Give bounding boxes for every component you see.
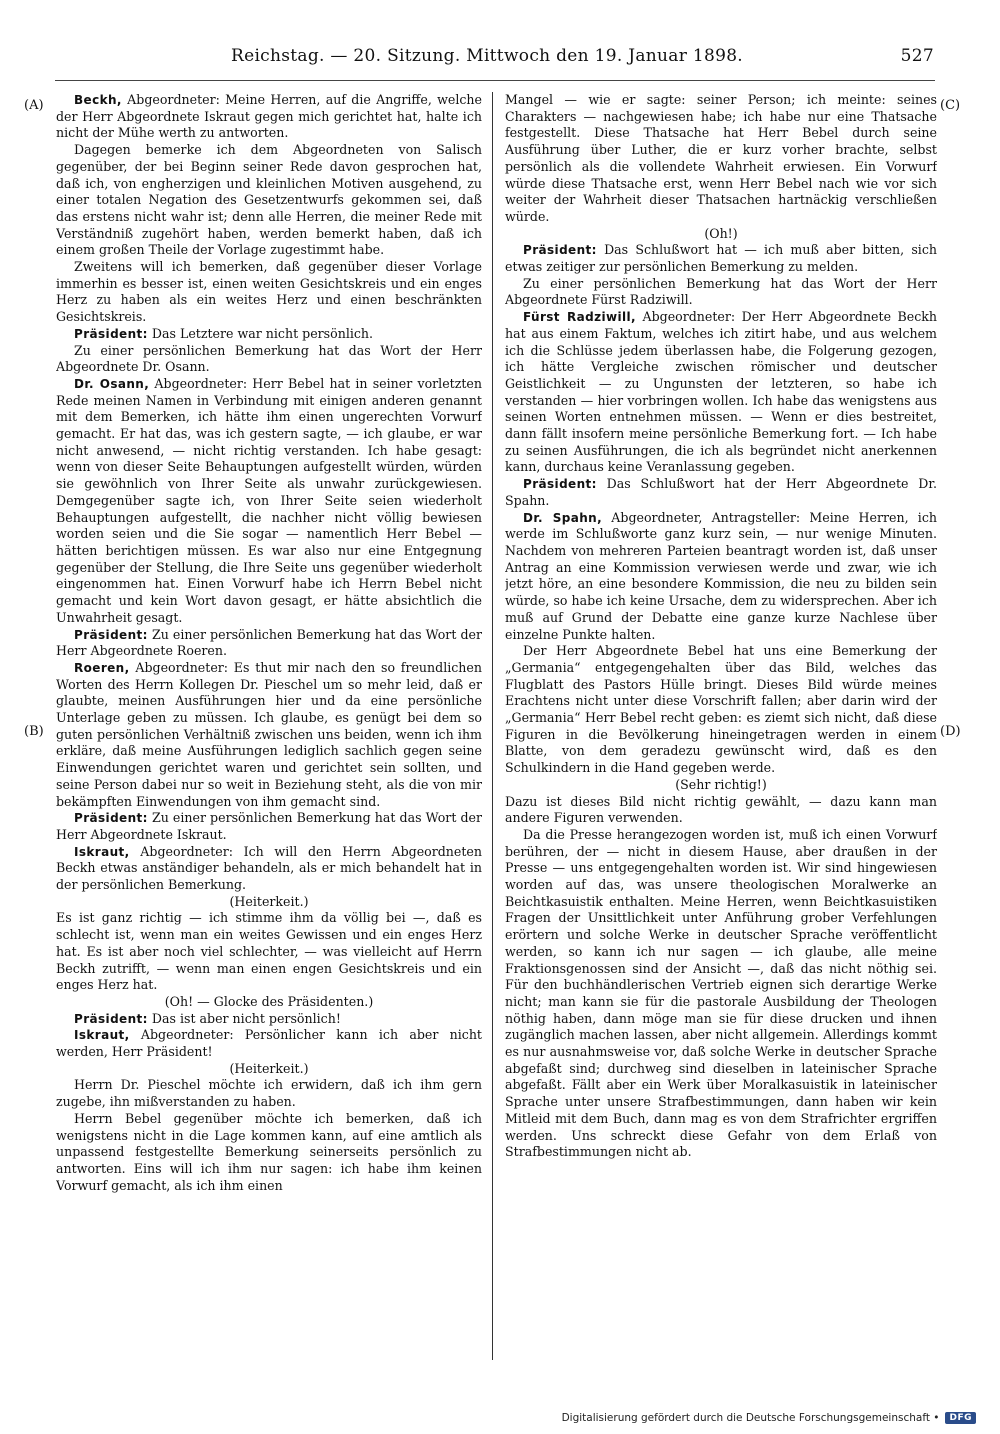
paragraph-text: Abgeordneter: Ich will den Herrn Abgeordneten Beckh etwas anständiger behandeln, als er mich behandelt hat in der persönlichen Bemerkung.: [56, 843, 482, 893]
paragraph-text: Dagegen bemerke ich dem Abgeordneten von Salisch gegenüber, der bei Beginn seiner Rede davon gesprochen hat, daß ich, von engherzigen und kleinlichen Motiven ausgehend, zu einer totalen Negation des Gesetzentwurfs gekommen sei, daß das erstens nicht wahr ist; denn alle Herren, die meiner Rede mit Verständniß zugehört haben, werden bemerkt haben, daß ich einem großen Theile der Vorlage zugestimmt habe.: [56, 142, 482, 258]
page-number: 527: [900, 46, 934, 66]
speaker-name: Präsident:: [74, 811, 148, 826]
paragraph-text: Abgeordneter: Meine Herren, auf die Angriffe, welche der Herr Abgeordnete Iskraut gegen mich gerichtet hat, halte ich nicht der Mühe werth zu antworten.: [56, 92, 482, 141]
paragraph: [56, 142, 482, 259]
paragraph: [56, 660, 482, 810]
paragraph-text: Mangel — wie er sagte: seiner Person; ich meinte: seines Charakters — nachgewiesen habe; ich habe nur eine Thatsache festgestellt. Diese Thatsache hat Herr Bebel durch seine Ausführung über Luther, die er kurz vorher brachte, selbst persönlich als die vollendete Wahrheit erwiesen. Ein Vorwurf würde diese Thatsache erst, wenn Herr Bebel nach wie vor sich weiter der Wahrheit dieser Thatsachen hartnäckig verschließen würde.: [505, 92, 937, 224]
paragraph-text: Zu einer persönlichen Bemerkung hat das Wort der Herr Abgeordnete Fürst Radziwill.: [505, 275, 937, 308]
paragraph: [56, 259, 482, 326]
margin-marker-a: (A): [24, 98, 44, 113]
paragraph: [56, 376, 482, 627]
speaker-name: Präsident:: [74, 326, 148, 341]
speaker-name: Dr. Osann,: [74, 376, 150, 391]
paragraph-text: Zu einer persönlichen Bemerkung hat das Wort der Herr Abgeordnete Dr. Osann.: [56, 342, 482, 375]
paragraph-text: (Heiterkeit.): [229, 893, 309, 909]
paragraph: [505, 643, 937, 777]
speaker-name: Dr. Spahn,: [523, 510, 603, 525]
stage-direction: [56, 994, 482, 1011]
paragraph-text: Abgeordneter: Herr Bebel hat in seiner vorletzten Rede meinen Namen in Verbindung mit einigen anderen genannt mit dem Bemerken, ich hätte ihm einen ungerechten Vorwurf gemacht. Er hat das, was ich gestern sagte, — ich glaube, er war nicht anwesend, — nicht richtig verstanden. Ich habe gesagt: wenn von dieser Seite Behauptungen aufgestellt würden, würden sie gewöhnlich von Ihrer Seite als unwahr zurückgewiesen. Demgegenüber sagte ich, von Ihrer Seite seien wiederholt Behauptungen aufgestellt, die nachher nicht völlig bewiesen worden seien und die Sie sogar — namentlich Herr Bebel — hätten berichtigen müssen. Es war also nur eine Entgegnung gegenüber der Stellung, die Ihre Seite uns gegenüber wiederholt eingenommen hat. Einen Vorwurf habe ich Herrn Bebel nicht gemacht und kein Wort davon gesagt, er hätte absichtlich die Unwahrheit gesagt.: [56, 375, 482, 625]
speaker-name: Präsident:: [523, 243, 597, 258]
paragraph: [56, 92, 482, 142]
paragraph-text: Das Schlußwort hat der Herr Abgeordnete Dr. Spahn.: [505, 476, 937, 508]
paragraph-text: Zu einer persönlichen Bemerkung hat das Wort der Herr Abgeordnete Iskraut.: [56, 810, 482, 842]
paragraph-text: Abgeordneter: Es thut mir nach den so freundlichen Worten des Herrn Kollegen Dr. Pieschel um so mehr leid, daß er glaubte, meinen Ausführungen hier und da eine persönliche Unterlage geben zu müssen. Ich glaube, es genügt bei dem so guten persönlichen Verhältniß zwischen uns beiden, wenn ich ihm erkläre, daß meine Ausführungen lediglich sachlich gegen seine Einwendungen gerichtet waren und gerichtet sein sollten, und seine Person dabei nur so weit in Beziehung steht, als die von mir bekämpften Einwendungen von ihm gemacht sind.: [56, 659, 482, 809]
margin-marker-b: (B): [24, 724, 44, 739]
paragraph-text: Abgeordneter: Persönlicher kann ich aber nicht werden, Herr Präsident!: [56, 1027, 482, 1060]
running-header: [40, 46, 934, 72]
header-title: Reichstag. — 20. Sitzung. Mittwoch den 19. Januar 1898.: [230, 46, 744, 66]
left-column: [56, 92, 482, 1360]
footer: [562, 1412, 976, 1424]
speaker-name: Fürst Radziwill,: [523, 310, 636, 325]
column-divider: [492, 92, 493, 1360]
paragraph-text: Abgeordneter, Antragsteller: Meine Herren, ich werde im Schlußworte ganz kurz sein, — nur wenige Minuten. Nachdem von mehreren Parteien beantragt worden ist, daß unser Antrag an eine Kommission verwiesen werde und zwar, wie ich jetzt höre, an eine besondere Kommission, die neu zu bilden sein würde, so habe ich keine Ursache, dem zu widersprechen. Aber ich muß auf Grund der Debatte eine ganze kurze Nachlese über einzelne Punkte halten.: [505, 509, 937, 642]
dfg-logo-icon: DFG: [945, 1412, 976, 1424]
paragraph-text: Herrn Bebel gegenüber möchte ich bemerken, daß ich wenigstens nicht in die Lage kommen kann, auf eine amtlich als unpassend festgestellte Bemerkung seinerseits persönlich zu antworten. Eins will ich ihm nur sagen: ich habe ihm keinen Vorwurf gemacht, als ich ihm einen: [56, 1110, 482, 1193]
paragraph-text: Das ist aber nicht persönlich!: [147, 1010, 341, 1026]
stage-direction: [505, 777, 937, 794]
paragraph: [56, 1027, 482, 1060]
right-column: [505, 92, 937, 1360]
paragraph: [56, 1111, 482, 1195]
speaker-name: Roeren,: [74, 660, 130, 675]
stage-direction: [56, 894, 482, 911]
margin-marker-c: (C): [940, 98, 961, 113]
paragraph: [505, 510, 937, 644]
paragraph: [505, 309, 937, 476]
paragraph-text: Dazu ist dieses Bild nicht richtig gewählt, — dazu kann man andere Figuren verwenden.: [505, 793, 937, 826]
stage-direction: [505, 226, 937, 243]
paragraph: [56, 627, 482, 660]
paragraph: [56, 1011, 482, 1028]
paragraph-text: Das Schlußwort hat — ich muß aber bitten, sich etwas zeitiger zur persönlichen Bemerkung zu melden.: [505, 242, 937, 275]
paragraph: [505, 827, 937, 1161]
speaker-name: Iskraut,: [74, 844, 130, 859]
paragraph-text: Zweitens will ich bemerken, daß gegenüber dieser Vorlage immerhin es besser ist, einen weiten Gesichtskreis und ein enges Herz zu haben als ein weites Herz und einen beschränkten Gesichtskreis.: [56, 259, 482, 325]
speaker-name: Präsident:: [74, 1011, 148, 1026]
paragraph: [56, 844, 482, 894]
paragraph-text: Der Herr Abgeordnete Bebel hat uns eine Bemerkung der „Germania“ entgegengehalten über das Bild, welches das Flugblatt des Pastors Hülle bringt. Dieses Bild würde meines Erachtens nicht unter diese Vorschrift fallen; aber darin wird der „Germania“ Herr Bebel recht geben: es ziemt sich nicht, daß diese Figuren in die Bevölkerung hineingetragen werden in einem Blatte, von dem geradezu gewünscht wird, daß es den Schulkindern in die Hand gegeben werde.: [505, 643, 937, 776]
margin-marker-d: (D): [940, 724, 961, 739]
paragraph: [505, 276, 937, 309]
paragraph-text: Es ist ganz richtig — ich stimme ihm da völlig bei —, daß es schlecht ist, wenn man ein weites Gewissen und ein enges Herz hat. Es ist aber noch viel schlechter, — was vielleicht auf Herrn Beckh zutrifft, — wenn man einen engen Gesichtskreis und ein enges Herz hat.: [56, 910, 482, 993]
stage-direction: [56, 1061, 482, 1078]
speaker-name: Präsident:: [74, 627, 148, 642]
header-rule: [55, 80, 935, 81]
speaker-name: Beckh,: [74, 93, 122, 107]
speaker-name: Iskraut,: [74, 1028, 130, 1043]
paragraph: [505, 92, 937, 226]
paragraph-text: Herrn Dr. Pieschel möchte ich erwidern, daß ich ihm gern zugebe, ihn mißverstanden zu haben.: [56, 1077, 482, 1110]
paragraph: [505, 794, 937, 827]
paragraph: [505, 476, 937, 509]
paragraph-text: (Oh! — Glocke des Präsidenten.): [164, 993, 374, 1009]
paragraph-text: (Sehr richtig!): [675, 776, 767, 792]
paragraph-text: (Oh!): [704, 225, 738, 241]
footer-credit: Digitalisierung gefördert durch die Deutsche Forschungsgemeinschaft •: [561, 1412, 940, 1424]
paragraph: [56, 343, 482, 376]
paragraph-text: Da die Presse herangezogen worden ist, muß ich einen Vorwurf berühren, der — nicht in diesem Hause, aber draußen in der Presse — uns entgegengehalten worden ist. Wir sind hingewiesen worden auf das, was unsere theologischen Moralwerke an Beichtkasuistik enthalten. Meine Herren, wenn Beichtkasuistiken Fragen der Unsittlichkeit unter Anführung grober Verfehlungen erörtern und solche Werke in deutscher Sprache veröffentlicht werden, so kann ich nur sagen — ich glaube, alle meine Fraktionsgenossen sind der Ansicht —, daß das nicht nöthig sei. Für den buchhändlerischen Vertrieb eignen sich derartige Werke nicht; man kann sie für die pastorale Ausbildung der Theologen nöthig haben, dann möge man sie für diese drucken und ihnen zugänglich machen lassen, aber nicht allgemein. Allerdings kommt es nur ausnahmsweise vor, daß solche Werke in deutscher Sprache abgefaßt sind; durchweg sind dieselben in lateinischer Sprache abgefaßt. Fällt aber ein Werk über Moralkasuistik in lateinischer Sprache unter unsere Strafbestimmungen, dann haben wir kein Mitleid mit dem Buch, dann mag es von dem Strafrichter ergriffen werden. Uns schreckt diese Gefahr von dem Erlaß von Strafbestimmungen nicht ab.: [505, 826, 937, 1160]
paragraph-text: (Heiterkeit.): [229, 1060, 309, 1076]
paragraph-text: Abgeordneter: Der Herr Abgeordnete Beckh hat aus einem Faktum, welches ich zitirt habe, und aus welchem ich die Schlüsse jedem überlassen habe, die Folgerung gezogen, ich hätte Vergleiche zwischen römischer und deutscher Geistlichkeit — zu Ungunsten der letzteren, so habe ich verstanden — hier vorbringen wollen. Ich habe das wenigstens aus seinen Worten entnehmen müssen. — Wenn er dies bestreitet, dann fällt insofern meine persönliche Bemerkung fort. — Ich habe zu seinen Ausführungen, die ich als begründet nicht anerkennen kann, durchaus keine Veranlassung gegeben.: [505, 309, 937, 475]
paragraph: [56, 910, 482, 994]
paragraph: [56, 1077, 482, 1110]
paragraph-text: Das Letztere war nicht persönlich.: [147, 325, 374, 341]
paragraph-text: Zu einer persönlichen Bemerkung hat das Wort der Herr Abgeordnete Roeren.: [56, 626, 482, 659]
paragraph: [56, 326, 482, 343]
speaker-name: Präsident:: [523, 477, 597, 492]
paragraph: [505, 242, 937, 275]
paragraph: [56, 810, 482, 843]
